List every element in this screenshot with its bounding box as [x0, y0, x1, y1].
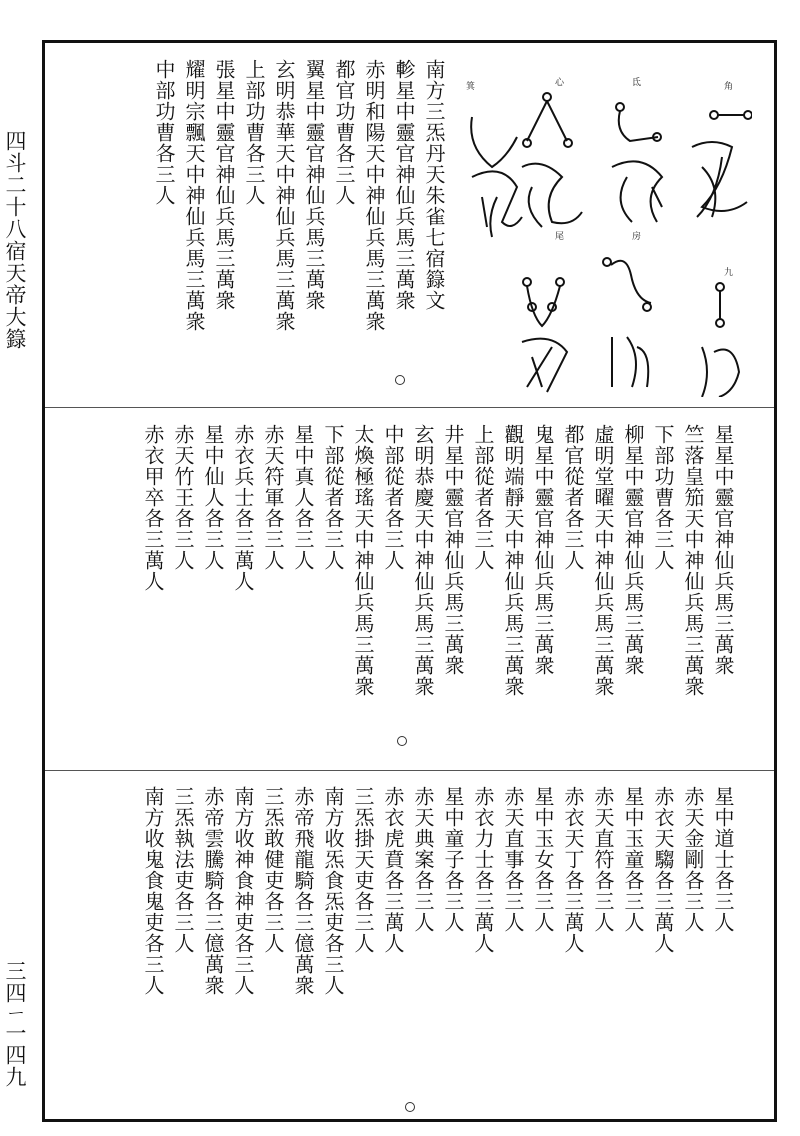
- text-column: 觀明端靜天中神仙兵馬三萬衆: [501, 424, 525, 697]
- circle-mark: [397, 736, 407, 746]
- text-column: 柳星中靈官神仙兵馬三萬衆: [621, 424, 645, 676]
- text-column: 星中仙人各三人: [201, 424, 225, 571]
- text-column: 赤明和陽天中神仙兵馬三萬衆: [362, 59, 386, 332]
- talisman-label-ji: 箕: [466, 82, 476, 92]
- text-column: 赤天典案各三人: [411, 786, 435, 933]
- panel-divider-1: [45, 407, 774, 408]
- text-column: 上部功曹各三人: [242, 59, 266, 206]
- talisman-label-di: 氐: [632, 78, 642, 88]
- text-column: 赤衣兵士各三萬人: [231, 424, 255, 592]
- text-column: 上部從者各三人: [471, 424, 495, 571]
- text-column: 赤天符軍各三人: [261, 424, 285, 571]
- panel-2: [45, 410, 774, 768]
- text-column: 星中玉女各三人: [531, 786, 555, 933]
- text-column: 赤衣天丁各三萬人: [561, 786, 585, 954]
- talisman-label-fang: 房: [632, 232, 642, 242]
- text-column: 星星中靈官神仙兵馬三萬衆: [711, 424, 735, 676]
- text-column: 虛明堂曜天中神仙兵馬三萬衆: [591, 424, 615, 697]
- text-column: 南方收鬼食鬼吏各三人: [141, 786, 165, 996]
- text-column: 都官從者各三人: [561, 424, 585, 571]
- text-column: 玄明恭慶天中神仙兵馬三萬衆: [411, 424, 435, 697]
- text-column: 南方收炁食炁吏各三人: [321, 786, 345, 996]
- text-column: 三炁敢健吏各三人: [261, 786, 285, 954]
- text-column: 南方收神食神吏各三人: [231, 786, 255, 996]
- margin-title: 四斗二十八宿天帝大籙: [3, 130, 27, 350]
- panel-divider-2: [45, 770, 774, 771]
- circle-mark: [397, 63, 407, 73]
- talisman-label-jiu: 九: [724, 268, 734, 278]
- text-column: 赤帝飛龍騎各三億萬衆: [291, 786, 315, 996]
- text-column: 下部從者各三人: [321, 424, 345, 571]
- text-column: 星中玉童各三人: [621, 786, 645, 933]
- text-column: 鬼星中靈官神仙兵馬三萬衆: [531, 424, 555, 676]
- text-column: 赤天直符各三人: [591, 786, 615, 933]
- talisman-label-xin: 心: [555, 78, 565, 88]
- text-column: 星中真人各三人: [291, 424, 315, 571]
- text-column: 星中道士各三人: [711, 786, 735, 933]
- text-column: 赤衣力士各三萬人: [471, 786, 495, 954]
- text-column: 井星中靈官神仙兵馬三萬衆: [441, 424, 465, 676]
- circle-mark: [405, 1102, 415, 1112]
- panel-2-text: [138, 424, 738, 754]
- text-column: 三炁執法吏各三人: [171, 786, 195, 954]
- talisman-seal-script: [452, 57, 752, 397]
- talisman-label-wei: 尾: [555, 232, 565, 242]
- text-column: 赤衣甲卒各三萬人: [141, 424, 165, 592]
- text-column: 玄明恭華天中神仙兵馬三萬衆: [272, 59, 296, 332]
- text-column: 赤衣天騶各三萬人: [651, 786, 675, 954]
- page-number: 三四ㄧ一四九: [3, 960, 27, 1088]
- text-column: 赤天竹王各三人: [171, 424, 195, 571]
- text-column: 耀明宗飄天中神仙兵馬三萬衆: [182, 59, 206, 332]
- text-column: 赤帝雲騰騎各三億萬衆: [201, 786, 225, 996]
- text-column: 翼星中靈官神仙兵馬三萬衆: [302, 59, 326, 311]
- panel-1: [45, 43, 774, 407]
- text-column: 赤天金剛各三人: [681, 786, 705, 933]
- circle-mark: [395, 375, 405, 385]
- text-column: 竺落皇笳天中神仙兵馬三萬衆: [681, 424, 705, 697]
- text-column: 星中童子各三人: [441, 786, 465, 933]
- text-column: 中部從者各三人: [381, 424, 405, 571]
- panel-3-text: [138, 786, 738, 1116]
- text-column: 中部功曹各三人: [152, 59, 176, 206]
- panel-1-text: [149, 59, 449, 389]
- text-column: 下部功曹各三人: [651, 424, 675, 571]
- text-column: 軫星中靈官神仙兵馬三萬衆: [392, 59, 416, 311]
- text-column: 張星中靈官神仙兵馬三萬衆: [212, 59, 236, 311]
- talisman-label-jiao: 角: [724, 82, 734, 92]
- text-column: 都官功曹各三人: [332, 59, 356, 206]
- text-column: 南方三炁丹天朱雀七宿籙文: [422, 59, 446, 311]
- text-column: 太煥極瑤天中神仙兵馬三萬衆: [351, 424, 375, 697]
- text-column: 赤衣虎賁各三萬人: [381, 786, 405, 954]
- text-column: 三炁掛天吏各三人: [351, 786, 375, 954]
- panel-3: [45, 772, 774, 1118]
- text-column: 赤天直事各三人: [501, 786, 525, 933]
